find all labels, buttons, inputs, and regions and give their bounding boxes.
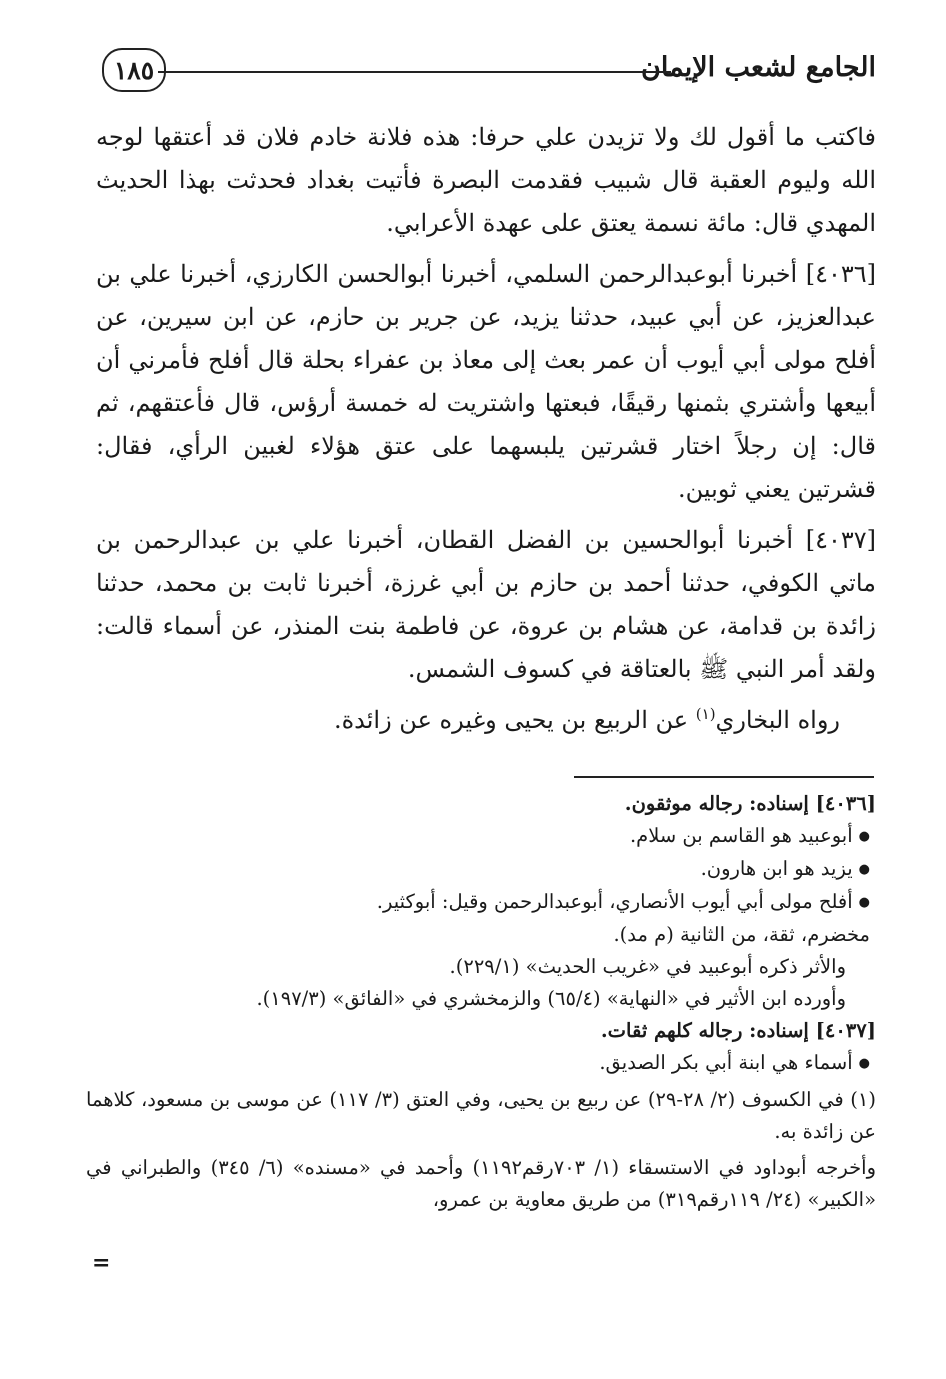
- paragraph-continuation: فاكتب ما أقول لك ولا تزيدن علي حرفا: هذه فلانة خادم فلان قد أعتقها لوجه الله وليوم العقبة قال شبيب فقدمت البصرة فأتيت بغداد فحدثت بهذا الحديث المهدي قال: مائة نسمة يعتق على عهدة الأعرابي.: [96, 123, 876, 237]
- note-4036-bullet-2: ● يزيد هو ابن هارون.: [86, 853, 876, 886]
- note-4037-heading: [٤٠٣٧] إسناده: رجاله كلهم ثقات.: [600, 1019, 876, 1042]
- footnote-reference: (١): [695, 705, 716, 723]
- main-text: [96, 116, 876, 750]
- riwaya-detail: عن الربيع بن يحيى وغيره عن زائدة.: [333, 706, 689, 734]
- note-4036-bullet-3: ● أفلح مولى أبي أيوب الأنصاري، أبوعبدالرحمن وقيل: أبوكثير.: [86, 886, 876, 919]
- footnote-separator: [574, 776, 874, 778]
- header-rule: [158, 71, 671, 73]
- note-4036-bullet-1: ● أبوعبيد هو القاسم بن سلام.: [86, 820, 876, 853]
- hadith-text: أخبرنا أبوعبدالرحمن السلمي، أخبرنا أبوالحسن الكارزي، أخبرنا علي بن عبدالعزيز، عن أبي عبيد، حدثنا يزيد، عن جرير بن حازم، عن ابن سيرين، عن أفلح مولى أبي أيوب أن عمر بعث إلى معاذ بن عفراء بحلة قال أفلح فأمرني أن أبيعها وأشتري بثمنها رقيقًا، فبعتها واشتريت له خمسة أرؤس، قال فأعتقهم، ثم قال: إن رجلاً اختار قشرتين يلبسهما على عتق هؤلاء لغبين الرأي، فقال: قشرتين يعني ثوبين.: [96, 260, 876, 503]
- continuation-mark: =: [92, 1250, 111, 1276]
- note-4036-bullet-3-continuation: مخضرم، ثقة، من الثانية (م مد).: [613, 923, 870, 946]
- hadith-number: [٤٠٣٧]: [805, 526, 876, 554]
- note-4036-line-2: وأورده ابن الأثير في «النهاية» (٦٥/٤) والزمخشري في «الفائق» (١٩٧/٣).: [256, 987, 846, 1010]
- page-header: [96, 42, 876, 98]
- note-4037-bullet-1: ● أسماء هي ابنة أبي بكر الصديق.: [86, 1047, 876, 1080]
- footnote-1: (١) في الكسوف (٢/ ٢٨-٢٩) عن ربيع بن يحيى، وفي العتق (٣/ ١١٧) عن موسى بن مسعود، كلاهما عن زائدة به.: [86, 1088, 876, 1143]
- riwaya-line: [96, 699, 840, 742]
- footnotes: [86, 788, 876, 1216]
- riwaya-source: رواه البخاري: [715, 706, 840, 734]
- footnote-1-continued: وأخرجه أبوداود في الاستسقاء (١/ ٧٠٣رقم١١٩٢) وأحمد في «مسنده» (٦/ ٣٤٥) والطبراني في «الكبير» (٢٤/ ١١٩رقم٣١٩) من طريق معاوية بن عمرو،: [86, 1156, 876, 1211]
- hadith-4037: [96, 519, 876, 691]
- hadith-number: [٤٠٣٦]: [805, 260, 876, 288]
- page-number: ١٨٥: [102, 48, 166, 92]
- note-4036-heading: [٤٠٣٦] إسناده: رجاله موثقون.: [624, 792, 876, 815]
- running-title: الجامع لشعب الإيمان: [641, 52, 876, 83]
- hadith-4036: [96, 253, 876, 511]
- hadith-text: أخبرنا أبوالحسين بن الفضل القطان، أخبرنا علي بن عبدالرحمن بن ماتي الكوفي، حدثنا أحمد بن حازم بن أبي غرزة، أخبرنا ثابت بن محمد، حدثنا زائدة بن قدامة، عن هشام بن عروة، عن فاطمة بنت المنذر، عن أسماء قالت: ولقد أمر النبي ﷺ بالعتاقة في كسوف الشمس.: [96, 526, 876, 683]
- note-4036-line-1: والأثر ذكره أبوعبيد في «غريب الحديث» (٢٢٩/١).: [449, 955, 846, 978]
